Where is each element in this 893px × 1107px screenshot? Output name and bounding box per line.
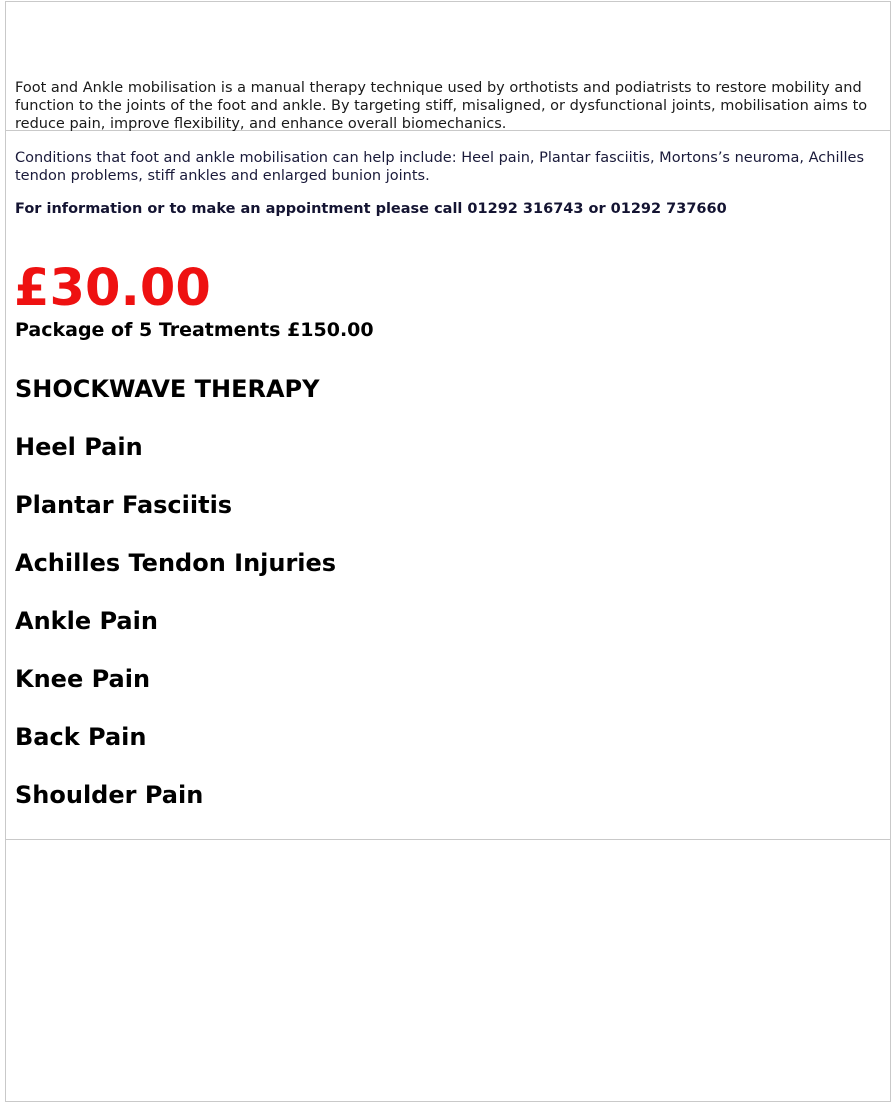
appointment-contact: For information or to make an appointment please call 01292 316743 or 01292 737660 [15,201,727,217]
shockwave-condition-item: Knee Pain [15,665,151,693]
treatment-price: £30.00 [14,259,211,318]
shockwave-condition-item: Shoulder Pain [15,781,204,809]
shockwave-therapy-heading: SHOCKWAVE THERAPY [15,375,320,403]
shockwave-condition-item: Back Pain [15,723,147,751]
shockwave-condition-item: Plantar Fasciitis [15,491,233,519]
shockwave-condition-item: Achilles Tendon Injuries [15,549,337,577]
mobilisation-description: Foot and Ankle mobilisation is a manual therapy technique used by orthotists and podiatrists to restore mobility and function to the joints of the foot and ankle. By targeting stiff, misaligned, or dysfunctional joints, mobilisation aims to reduce pain, improve flexibility, and enhance overall biomechanics. [15,80,868,132]
shockwave-condition-item: Heel Pain [15,433,143,461]
shockwave-condition-item: Ankle Pain [15,607,158,635]
package-price: Package of 5 Treatments £150.00 [15,319,374,341]
conditions-description: Conditions that foot and ankle mobilisation can help include: Heel pain, Plantar fasciitis, Mortons’s neuroma, Achilles tendon problems, stiff ankles and enlarged bunion joints. [15,150,865,184]
